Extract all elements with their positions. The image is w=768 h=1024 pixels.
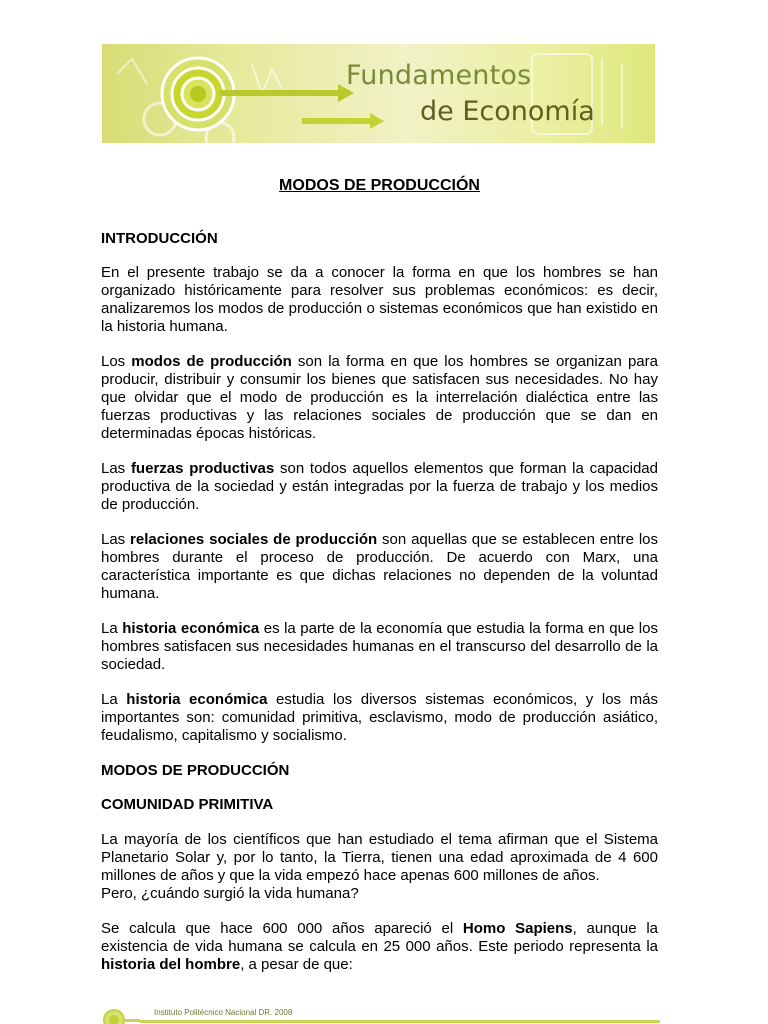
modes-heading: MODOS DE PRODUCCIÓN bbox=[101, 762, 290, 779]
footer-target-icon bbox=[100, 1006, 140, 1024]
header-banner bbox=[102, 44, 655, 143]
document-body bbox=[101, 176, 658, 991]
paragraph-historia-2: La historia económica estudia los diversos sistemas económicos, y los más importantes son: comunidad primitiva, esclavismo, modo de producción asiático, feudalismo, capitalismo y socialismo. bbox=[101, 691, 658, 744]
footer-text: Instituto Politécnico Nacional DR. 2008 bbox=[154, 1008, 293, 1017]
banner-title-line2: de Economía bbox=[420, 96, 595, 127]
document-title: MODOS DE PRODUCCIÓN bbox=[279, 177, 480, 194]
paragraph-fuerzas: Las fuerzas productivas son todos aquellos elementos que forman la capacidad productiva de la sociedad y están integradas por la fuerza de trabajo y los medios de producción. bbox=[101, 460, 658, 513]
paragraph-origen: La mayoría de los científicos que han estudiado el tema afirman que el Sistema Planetario Solar y, por lo tanto, la Tierra, tienen una edad aproximada de 4 600 millones de años y que la vida empezó hace apenas 600 millones de años. Pero, ¿cuándo surgió la vida humana? bbox=[101, 831, 658, 902]
paragraph-intro: En el presente trabajo se da a conocer la forma en que los hombres se han organizado históricamente para resolver sus problemas económicos: es decir, analizaremos los modos de producción o sistemas económicos que han existido en la historia humana. bbox=[101, 264, 658, 335]
paragraph-relaciones: Las relaciones sociales de producción son aquellas que se establecen entre los hombres durante el proceso de producción. De acuerdo con Marx, una característica importante es que dichas relaciones no dependen de la voluntad humana. bbox=[101, 531, 658, 602]
banner-graphic bbox=[102, 44, 655, 143]
community-heading: COMUNIDAD PRIMITIVA bbox=[101, 796, 274, 813]
page-footer bbox=[100, 1006, 660, 1024]
paragraph-historia-1: La historia económica es la parte de la economía que estudia la forma en que los hombres satisfacen sus necesidades humanas en el transcurso del desarrollo de la sociedad. bbox=[101, 620, 658, 673]
footer-rule bbox=[140, 1020, 660, 1023]
intro-heading: INTRODUCCIÓN bbox=[101, 230, 218, 247]
banner-title-line1: Fundamentos bbox=[346, 60, 532, 91]
paragraph-modos: Los modos de producción son la forma en que los hombres se organizan para producir, distribuir y consumir los bienes que satisfacen sus necesidades. No hay que olvidar que el modo de producción es la interrelación dialéctica entre las fuerzas productivas y las relaciones sociales de producción que se dan en determinadas épocas históricas. bbox=[101, 353, 658, 442]
paragraph-homo-sapiens: Se calcula que hace 600 000 años apareció el Homo Sapiens, aunque la existencia de vida humana se calcula en 25 000 años. Este periodo representa la historia del hombre, a pesar de que: bbox=[101, 920, 658, 973]
